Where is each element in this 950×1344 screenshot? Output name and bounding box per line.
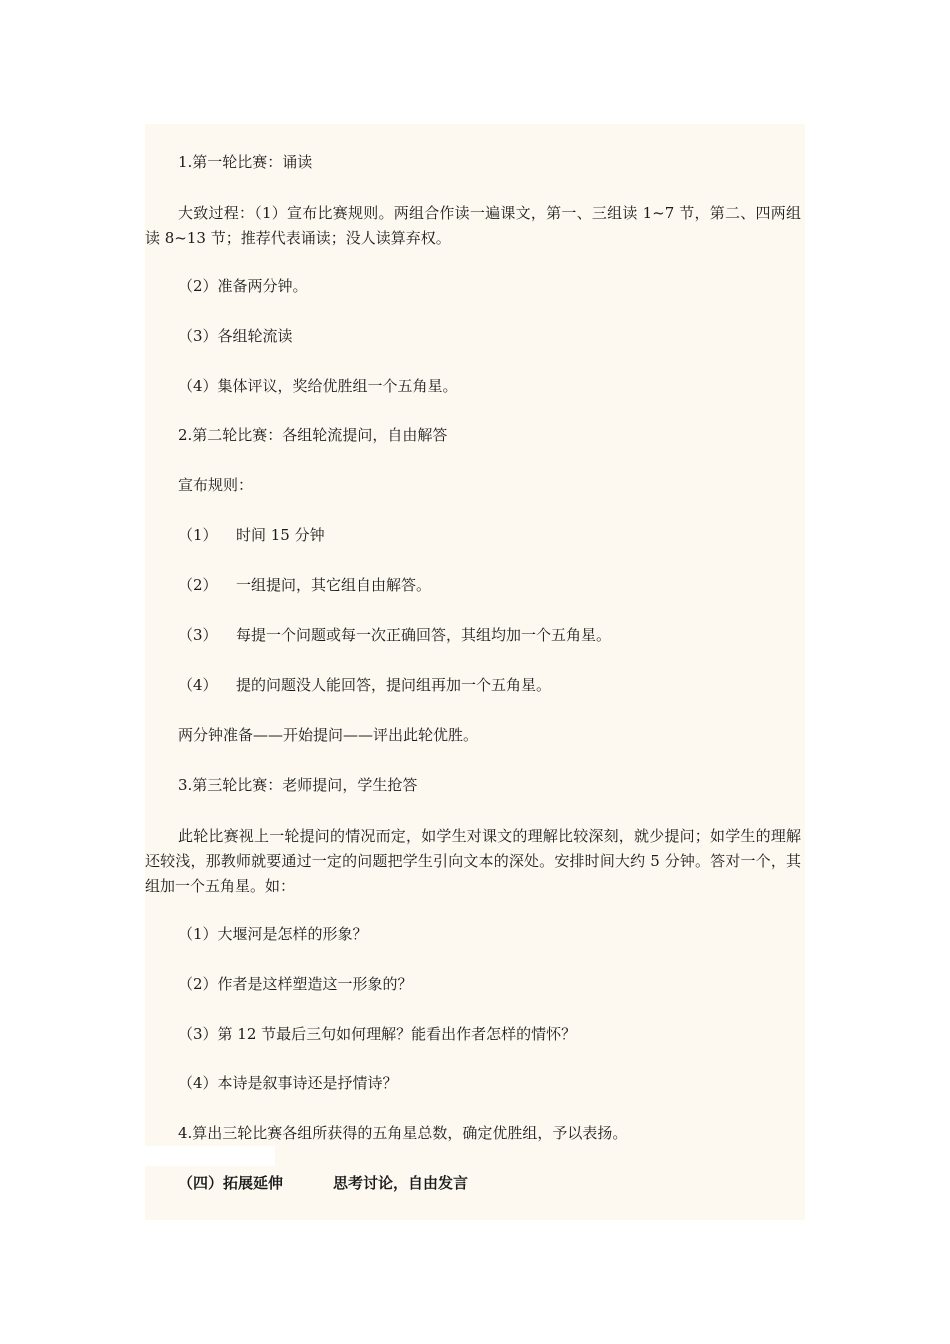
rule-number: （4） bbox=[178, 676, 218, 694]
round3-question: （3）第 12 节最后三句如何理解？能看出作者怎样的情怀？ bbox=[178, 1025, 577, 1043]
rule-number: （1） bbox=[178, 526, 218, 544]
rule-number: （2） bbox=[178, 576, 218, 594]
round3-description: 此轮比赛视上一轮提问的情况而定，如学生对课文的理解比较深刻，就少提问；如学生的理解还较浅，那教师就要通过一定的问题把学生引向文本的深处。安排时间大约 5 分钟。答对一个，其组加一个五角星。如： bbox=[145, 827, 801, 895]
rule-text: 每提一个问题或每一次正确回答，其组均加一个五角星。 bbox=[236, 626, 612, 644]
page-gap bbox=[145, 1146, 275, 1166]
round1-step3: （3）各组轮流读 bbox=[178, 327, 293, 345]
round2-title: 2.第二轮比赛：各组轮流提问，自由解答 bbox=[178, 426, 448, 444]
section4-subtitle: 思考讨论，自由发言 bbox=[333, 1174, 469, 1192]
round1-step4: （4）集体评议，奖给优胜组一个五角星。 bbox=[178, 377, 458, 395]
round2-rule bbox=[178, 675, 551, 695]
round1-step2: （2）准备两分钟。 bbox=[178, 277, 308, 295]
round2-flow: 两分钟准备——开始提问——评出此轮优胜。 bbox=[178, 726, 479, 744]
round2-rule bbox=[178, 625, 611, 645]
rule-text: 一组提问，其它组自由解答。 bbox=[236, 576, 432, 594]
rule-number: （3） bbox=[178, 626, 218, 644]
round2-rule bbox=[178, 575, 431, 595]
round3-question: （2）作者是这样塑造这一形象的？ bbox=[178, 975, 413, 993]
round3-title: 3.第三轮比赛：老师提问，学生抢答 bbox=[178, 776, 418, 794]
section4-title: （四）拓展延伸 bbox=[178, 1174, 284, 1192]
round1-process: 大致过程：（1）宣布比赛规则。两组合作读一遍课文，第一、三组读 1~7 节，第二、四两组读 8~13 节；推荐代表诵读；没人读算弃权。 bbox=[145, 204, 801, 247]
round2-rule bbox=[178, 525, 325, 545]
round3-question: （4）本诗是叙事诗还是抒情诗？ bbox=[178, 1074, 398, 1092]
round1-title: 1.第一轮比赛：诵读 bbox=[178, 153, 313, 171]
summary-line: 4.算出三轮比赛各组所获得的五角星总数，确定优胜组，予以表扬。 bbox=[178, 1124, 628, 1142]
round2-rules-label: 宣布规则： bbox=[178, 476, 254, 494]
round3-question: （1）大堰河是怎样的形象？ bbox=[178, 925, 368, 943]
rule-text: 提的问题没人能回答，提问组再加一个五角星。 bbox=[236, 676, 552, 694]
rule-text: 时间 15 分钟 bbox=[236, 526, 325, 544]
section4-heading bbox=[178, 1173, 468, 1193]
